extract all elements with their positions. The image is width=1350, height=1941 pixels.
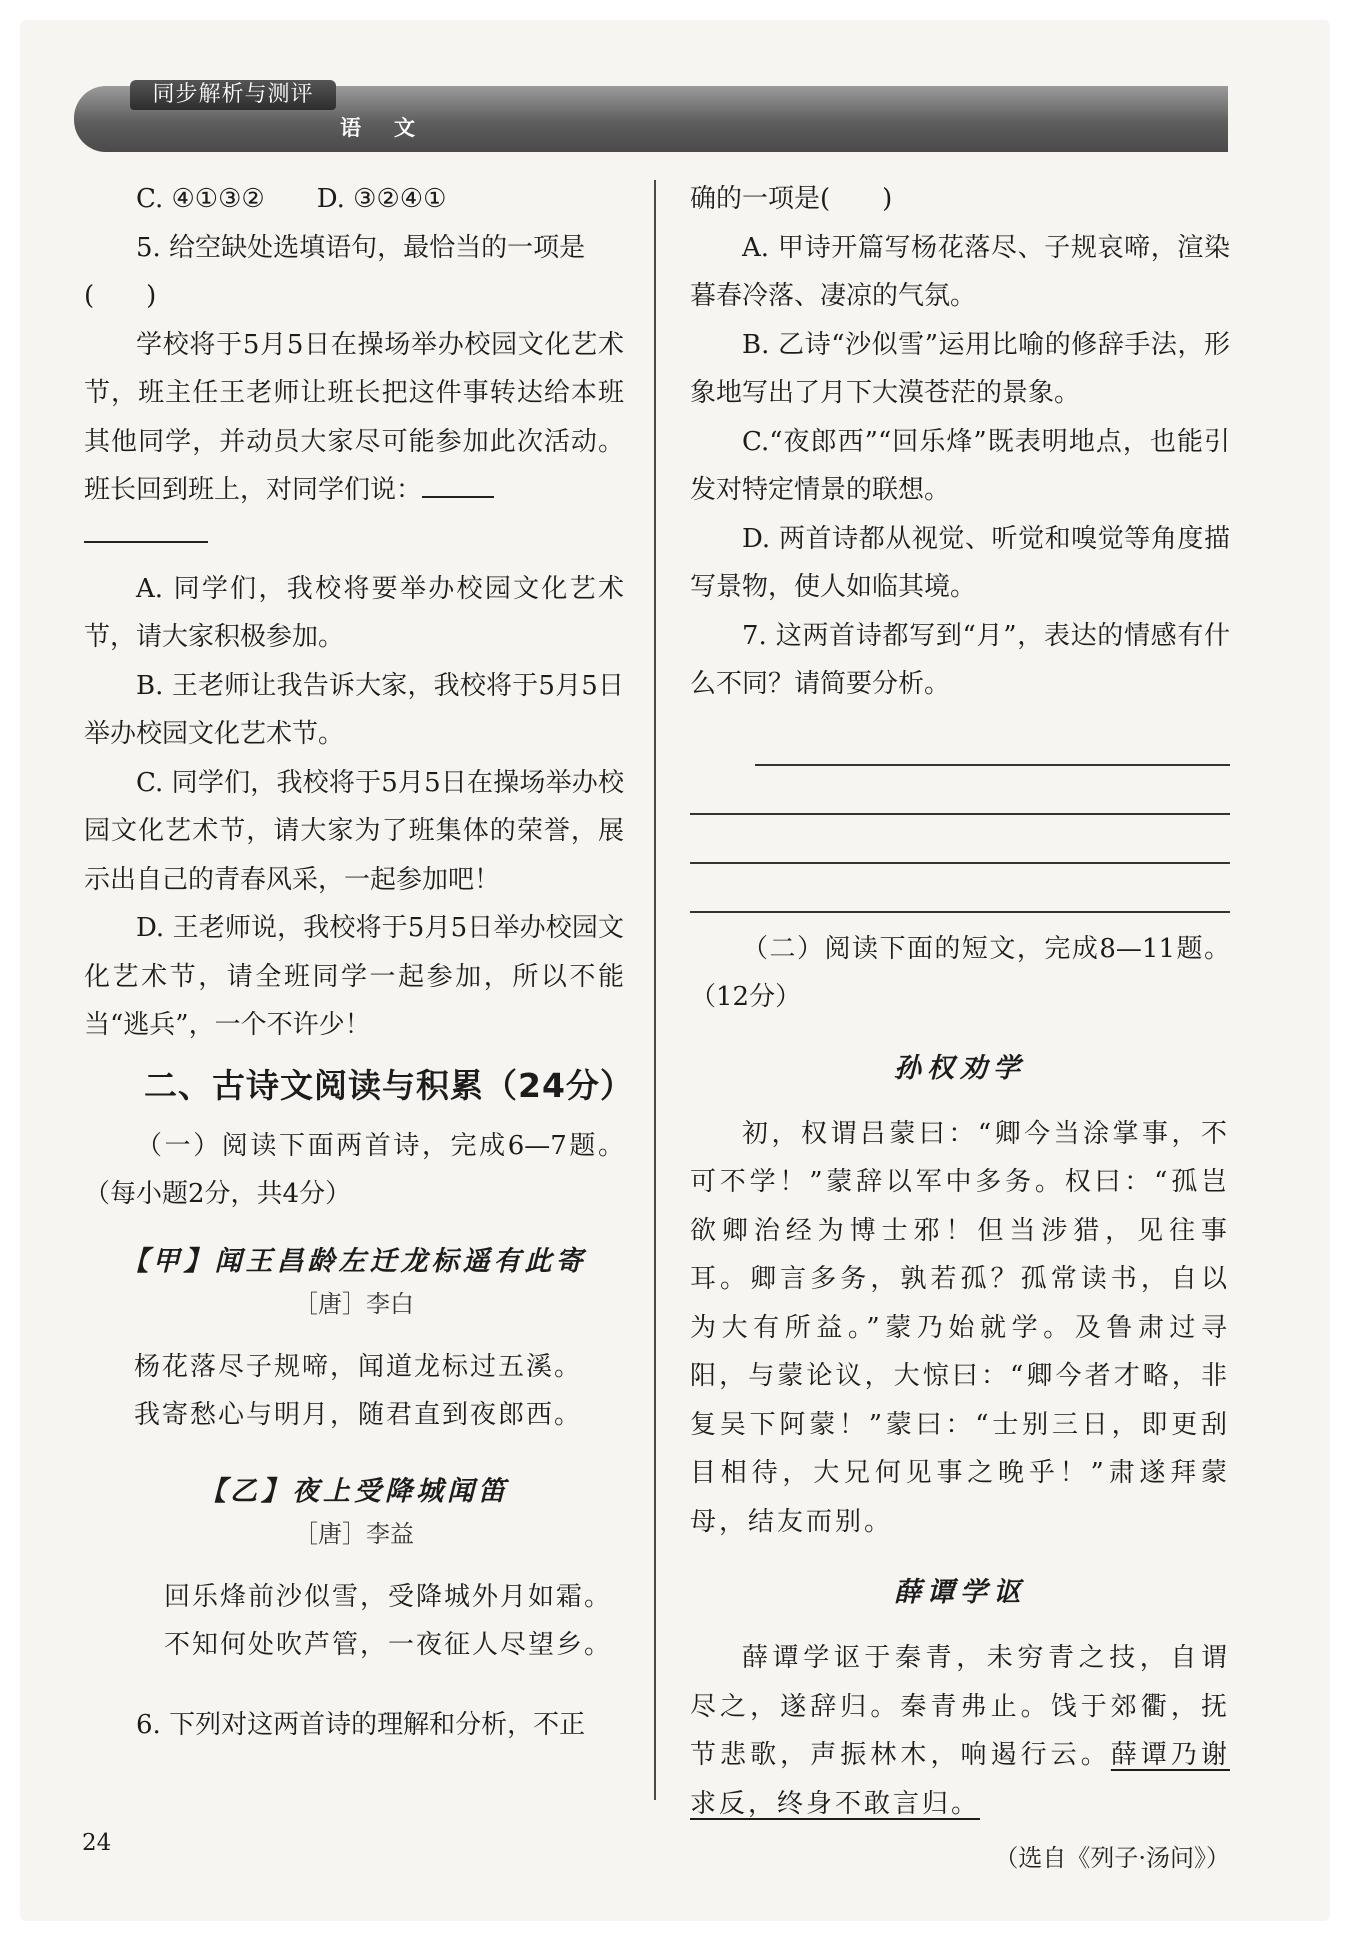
text2-source: （选自《列子·汤问》）: [994, 1844, 1230, 1872]
poem-a-line-2: 我寄愁心与明月，随君直到夜郎西。: [134, 1399, 583, 1430]
q5-context: 学校将于5月5日在操场举办校园文化艺术节，班主任王老师让班长把这件事转达给本班其他同学，并动员大家尽可能参加此次活动。班长回到班上，对同学们说：: [84, 329, 624, 505]
q7-answer-line-3[interactable]: [690, 815, 1230, 864]
subject-label: 语 文: [340, 116, 421, 140]
q7-answer-line-1[interactable]: [755, 717, 1230, 766]
right-column: [690, 175, 1230, 1878]
q6-option-d: D. 两首诗都从视觉、听觉和嗅觉等角度描写景物，使人如临其境。: [690, 523, 1230, 602]
q5-blank-continued[interactable]: [84, 515, 208, 543]
q6-option-a: A. 甲诗开篇写杨花落尽、子规哀啼，渲染暮春冷落、凄凉的气氛。: [690, 232, 1230, 311]
q4-options-tail: C. ④①③② D. ③②④①: [136, 184, 447, 214]
section-heading: 二、古诗文阅读与积累（24分）: [144, 1065, 634, 1105]
q5-answer-paren: ( ): [84, 281, 157, 311]
q5-option-b: B. 王老师让我告诉大家，我校将于5月5日举办校园文化艺术节。: [84, 670, 624, 749]
q6-option-c: C.“夜郎西”“回乐烽”既表明地点，也能引发对特定情景的联想。: [690, 426, 1230, 505]
text1-body: 初，权谓吕蒙曰：“卿今当涂掌事，不可不学！”蒙辞以军中多务。权曰：“孤岂欲卿治经为博士邪！但当涉猎，见往事耳。卿言多务，孰若孤？孤常读书，自以为大有所益。”蒙乃始就学。及鲁肃过寻阳，与蒙论议，大惊曰：“卿今者才略，非复吴下阿蒙！”蒙曰：“士别三日，即更刮目相待，大兄何见事之晚乎！”肃遂拜蒙母，结友而别。: [690, 1118, 1230, 1537]
left-column: [84, 175, 634, 1749]
q5-option-c: C. 同学们，我校将于5月5日在操场举办校园文化艺术节，请大家为了班集体的荣誉，展示出自己的青春风采，一起参加吧！: [84, 767, 624, 895]
column-divider: [654, 180, 656, 1800]
text2-body: 薛谭学讴于秦青，未穷青之技，自谓尽之，遂辞归。秦青弗止。饯于郊衢，抚节悲歌，声振林木，响遏行云。薛谭乃谢求反，终身不敢言归。: [690, 1643, 1230, 1819]
poem-b-title: 【乙】夜上受降城闻笛: [199, 1475, 509, 1507]
q6-option-b: B. 乙诗“沙似雪”运用比喻的修辞手法，形象地写出了月下大漠苍茫的景象。: [690, 329, 1230, 408]
series-title: 同步解析与测评: [130, 80, 336, 110]
text2-title: 薛谭学讴: [894, 1577, 1026, 1608]
q7-answer-line-2[interactable]: [690, 766, 1230, 815]
part1-instruction: （一）阅读下面两首诗，完成6—7题。（每小题2分，共4分）: [84, 1130, 624, 1209]
poem-a-line-1: 杨花落尽子规啼，闻道龙标过五溪。: [134, 1351, 583, 1382]
poem-b-author: ［唐］李益: [294, 1519, 414, 1548]
q5-blank[interactable]: [422, 470, 494, 498]
text1-title: 孙权劝学: [894, 1052, 1026, 1084]
q6-stem-continued: 确的一项是( ): [690, 184, 893, 214]
q5-option-d: D. 王老师说，我校将于5月5日举办校园文化艺术节，请全班同学一起参加，所以不能当“逃兵”，一个不许少！: [84, 913, 624, 1040]
q5-option-a: A. 同学们，我校将要举办校园文化艺术节，请大家积极参加。: [84, 573, 624, 652]
page-number: 24: [82, 1830, 112, 1856]
q5-stem: 5. 给空缺处选填语句，最恰当的一项是: [136, 232, 586, 263]
text2-underlined-sentence: 薛谭乃谢求反，终身不敢言归。: [690, 1740, 1230, 1819]
q7-stem: 7. 这两首诗都写到“月”，表达的情感有什么不同？请简要分析。: [690, 620, 1230, 699]
part2-instruction: （二）阅读下面的短文，完成8—11题。（12分）: [690, 933, 1230, 1012]
poem-a-title: 【甲】闻王昌龄左迁龙标遥有此寄: [121, 1245, 587, 1277]
poem-b-line-2: 不知何处吹芦管，一夜征人尽望乡。: [164, 1629, 613, 1660]
poem-a-author: ［唐］李白: [294, 1289, 414, 1318]
poem-b-line-1: 回乐烽前沙似雪，受降城外月如霜。: [164, 1581, 613, 1612]
q7-answer-line-4[interactable]: [690, 864, 1230, 913]
q6-stem: 6. 下列对这两首诗的理解和分析，不正: [136, 1709, 586, 1740]
